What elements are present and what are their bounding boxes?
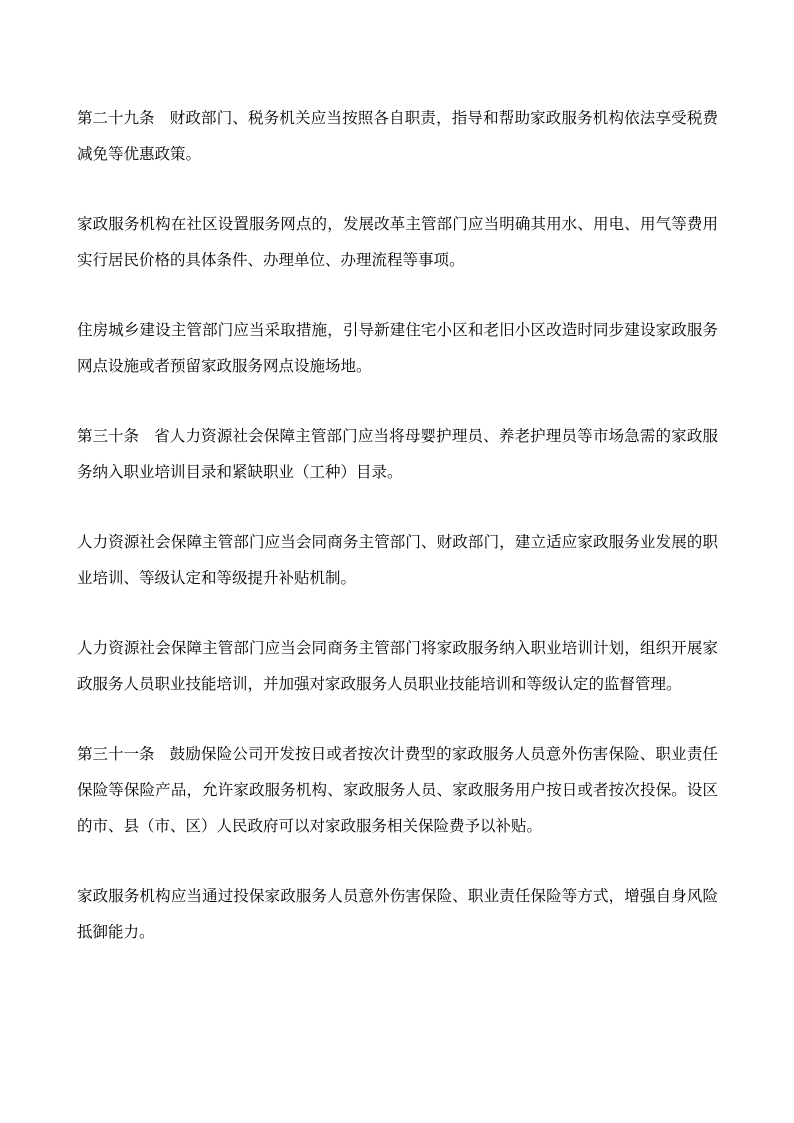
article-29-utilities-paragraph [77, 206, 718, 278]
article-number: 第三十一条 [77, 745, 155, 763]
article-31-insurance-paragraph [77, 878, 718, 950]
paragraph-text: 省人力资源社会保障主管部门应当将母婴护理员、养老护理员等市场急需的家政服务纳入职业培训目录和紧缺职业（工种）目录。 [77, 427, 718, 481]
article-30-training-paragraph [77, 630, 718, 702]
paragraph-text: 人力资源社会保障主管部门应当会同商务主管部门将家政服务纳入职业培训计划，组织开展家政服务人员职业技能培训，并加强对家政服务人员职业技能培训和等级认定的监督管理。 [77, 639, 718, 693]
paragraph-text: 财政部门、税务机关应当按照各自职责，指导和帮助家政服务机构依法享受税费减免等优惠政策。 [77, 109, 718, 163]
paragraph-text: 家政服务机构在社区设置服务网点的，发展改革主管部门应当明确其用水、用电、用气等费用实行居民价格的具体条件、办理单位、办理流程等事项。 [77, 215, 718, 269]
article-number: 第二十九条 [77, 109, 155, 127]
article-number: 第三十条 [77, 427, 140, 445]
article-30-paragraph [77, 418, 718, 490]
paragraph-text: 人力资源社会保障主管部门应当会同商务主管部门、财政部门，建立适应家政服务业发展的职业培训、等级认定和等级提升补贴机制。 [77, 533, 718, 587]
article-29-paragraph [77, 100, 718, 172]
paragraph-text: 家政服务机构应当通过投保家政服务人员意外伤害保险、职业责任保险等方式，增强自身风险抵御能力。 [77, 887, 718, 941]
document-body [77, 100, 718, 950]
article-30-subsidy-paragraph [77, 524, 718, 596]
paragraph-text: 住房城乡建设主管部门应当采取措施，引导新建住宅小区和老旧小区改造时同步建设家政服务网点设施或者预留家政服务网点设施场地。 [77, 321, 718, 375]
paragraph-text: 鼓励保险公司开发按日或者按次计费型的家政服务人员意外伤害保险、职业责任保险等保险产品，允许家政服务机构、家政服务人员、家政服务用户按日或者按次投保。设区的市、县（市、区）人民政府可以对家政服务相关保险费予以补贴。 [77, 745, 718, 835]
article-29-housing-paragraph [77, 312, 718, 384]
article-31-paragraph [77, 736, 718, 844]
